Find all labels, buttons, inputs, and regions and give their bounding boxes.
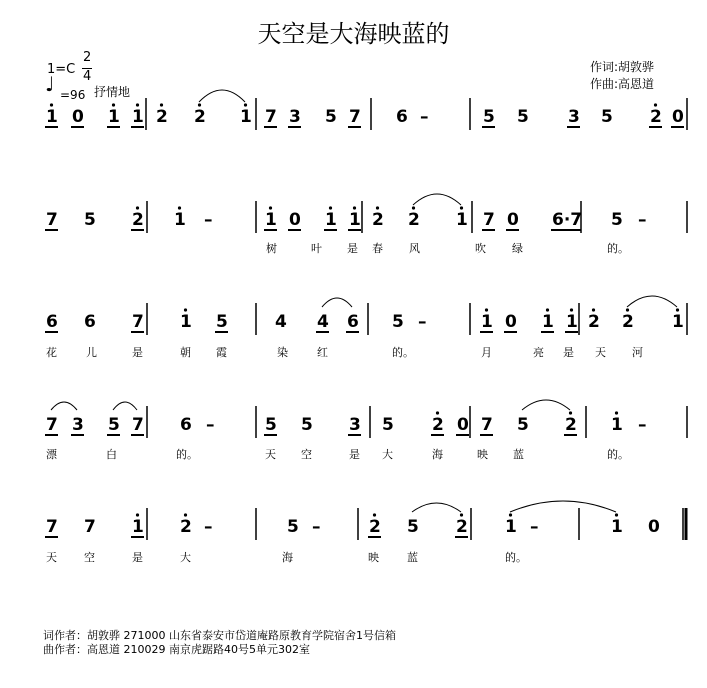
dash-note: – <box>638 210 647 230</box>
lyric-syllable: 月 <box>481 346 492 359</box>
octave-dot <box>615 411 618 414</box>
note: 7 <box>483 210 495 230</box>
octave-dot <box>160 103 163 106</box>
octave-dot <box>184 513 187 516</box>
note: 1 <box>672 312 684 332</box>
octave-dot <box>509 513 512 516</box>
slur-tie <box>412 503 461 512</box>
note: 5 <box>517 415 529 435</box>
note: 0 <box>507 210 519 230</box>
slur-tie <box>199 90 245 102</box>
slur-tie <box>510 501 616 512</box>
note: 6 <box>84 312 96 332</box>
key-signature: 1=C <box>47 62 76 77</box>
lyric-syllable: 树 <box>266 242 277 255</box>
dash-note: – <box>312 517 321 537</box>
slur-tie <box>51 402 77 410</box>
lyric-syllable: 花 <box>46 346 57 359</box>
note: 7 <box>46 415 58 435</box>
octave-dot <box>112 103 115 106</box>
lyric-syllable: 是 <box>132 551 143 564</box>
lyricist-credit: 作词:胡敦骅 <box>590 60 655 74</box>
octave-dot <box>460 206 463 209</box>
lyric-syllable: 天 <box>46 551 57 564</box>
note: 5 <box>301 415 313 435</box>
lyric-syllable: 染 <box>277 346 288 359</box>
note: 2 <box>180 517 192 537</box>
lyric-syllable: 亮 <box>533 346 544 359</box>
octave-dot <box>136 513 139 516</box>
octave-dot <box>184 308 187 311</box>
lyric-syllable: 绿 <box>512 242 523 255</box>
note: 6 <box>46 312 58 332</box>
note: 3 <box>72 415 84 435</box>
lyric-syllable: 空 <box>84 551 95 564</box>
lyric-syllable: 红 <box>317 346 328 359</box>
note: 2 <box>588 312 600 332</box>
note: 1 <box>566 312 578 332</box>
lyric-syllable: 是 <box>347 242 358 255</box>
note: 5 <box>84 210 96 230</box>
note: 0 <box>505 312 517 332</box>
note: 1 <box>481 312 493 332</box>
note: 3 <box>568 107 580 127</box>
note: 0 <box>72 107 84 127</box>
note: 1 <box>46 107 58 127</box>
note: 1 <box>456 210 468 230</box>
octave-dot <box>178 206 181 209</box>
note: 4 <box>317 312 329 332</box>
footer-composer-address: 曲作者：高恩道 210029 南京虎踞路40号5单元302室 <box>43 643 310 656</box>
dash-note: – <box>206 415 215 435</box>
note: 6·7 <box>552 210 583 230</box>
note: 5 <box>265 415 277 435</box>
octave-dot <box>376 206 379 209</box>
dash-note: – <box>530 517 539 537</box>
note: 5 <box>407 517 419 537</box>
octave-dot <box>136 206 139 209</box>
octave-dot <box>676 308 679 311</box>
lyric-syllable: 是 <box>132 346 143 359</box>
lyric-syllable: 天 <box>595 346 606 359</box>
note: 1 <box>180 312 192 332</box>
note: 7 <box>132 415 144 435</box>
note: 0 <box>672 107 684 127</box>
note: 7 <box>132 312 144 332</box>
composer-credit: 作曲:高恩道 <box>590 77 655 91</box>
note: 1 <box>505 517 517 537</box>
dash-note: – <box>204 517 213 537</box>
note: 5 <box>382 415 394 435</box>
lyric-syllable: 海 <box>282 551 293 564</box>
note: 7 <box>84 517 96 537</box>
note: 3 <box>289 107 301 127</box>
slur-tie <box>322 298 352 307</box>
note: 6 <box>347 312 359 332</box>
octave-dot <box>50 103 53 106</box>
octave-dot <box>570 308 573 311</box>
note: 2 <box>622 312 634 332</box>
lyric-syllable: 是 <box>563 346 574 359</box>
note: 1 <box>132 517 144 537</box>
note: 5 <box>392 312 404 332</box>
note: 1 <box>240 107 252 127</box>
expression-mark: 抒情地 <box>94 85 131 99</box>
note: 5 <box>216 312 228 332</box>
note: 0 <box>457 415 469 435</box>
note: 1 <box>174 210 186 230</box>
lyric-syllable: 的。 <box>607 242 629 255</box>
note: 3 <box>349 415 361 435</box>
dash-note: – <box>418 312 427 332</box>
time-signature-top: 2 <box>83 50 92 65</box>
note: 5 <box>601 107 613 127</box>
lyric-syllable: 朝 <box>180 346 191 359</box>
lyric-syllable: 漂 <box>46 448 57 461</box>
octave-dot <box>626 308 629 311</box>
lyric-syllable: 霞 <box>216 346 227 359</box>
lyric-syllable: 映 <box>477 448 488 461</box>
note: 1 <box>349 210 361 230</box>
note: 5 <box>483 107 495 127</box>
lyric-syllable: 的。 <box>176 448 198 461</box>
lyric-syllable: 大 <box>382 448 393 461</box>
note: 4 <box>275 312 287 332</box>
note: 1 <box>611 415 623 435</box>
octave-dot <box>592 308 595 311</box>
octave-dot <box>353 206 356 209</box>
note: 1 <box>108 107 120 127</box>
octave-dot <box>198 103 201 106</box>
dash-note: – <box>420 107 429 127</box>
slur-tie <box>522 400 570 410</box>
note: 5 <box>287 517 299 537</box>
note: 2 <box>156 107 168 127</box>
lyric-syllable: 空 <box>301 448 312 461</box>
lyric-syllable: 蓝 <box>407 551 418 564</box>
lyric-syllable: 叶 <box>311 242 322 255</box>
note: 6 <box>180 415 192 435</box>
lyric-syllable: 白 <box>106 448 117 461</box>
octave-dot <box>269 206 272 209</box>
note: 2 <box>194 107 206 127</box>
lyric-syllable: 映 <box>368 551 379 564</box>
lyric-syllable: 是 <box>349 448 360 461</box>
lyric-syllable: 春 <box>372 242 383 255</box>
slur-tie <box>113 402 137 410</box>
note: 5 <box>517 107 529 127</box>
note: 2 <box>432 415 444 435</box>
note: 2 <box>132 210 144 230</box>
dash-note: – <box>204 210 213 230</box>
quarter-note-icon: ♩ <box>45 72 55 96</box>
note: 1 <box>132 107 144 127</box>
lyric-syllable: 儿 <box>86 346 97 359</box>
octave-dot <box>373 513 376 516</box>
octave-dot <box>244 103 247 106</box>
note: 2 <box>408 210 420 230</box>
lyric-syllable: 的。 <box>505 551 527 564</box>
octave-dot <box>329 206 332 209</box>
note: 7 <box>349 107 361 127</box>
lyric-syllable: 的。 <box>392 346 414 359</box>
lyric-syllable: 风 <box>409 242 420 255</box>
note: 2 <box>456 517 468 537</box>
lyric-syllable: 天 <box>265 448 276 461</box>
octave-dot <box>546 308 549 311</box>
note: 7 <box>481 415 493 435</box>
octave-dot <box>460 513 463 516</box>
note: 2 <box>372 210 384 230</box>
slur-tie <box>413 194 461 205</box>
note: 6 <box>396 107 408 127</box>
note: 0 <box>289 210 301 230</box>
octave-dot <box>569 411 572 414</box>
slur-tie <box>627 296 677 307</box>
note: 7 <box>46 210 58 230</box>
octave-dot <box>615 513 618 516</box>
octave-dot <box>485 308 488 311</box>
note: 0 <box>648 517 660 537</box>
octave-dot <box>436 411 439 414</box>
lyric-syllable: 海 <box>432 448 443 461</box>
note: 5 <box>611 210 623 230</box>
lyric-syllable: 河 <box>632 346 643 359</box>
footer-lyricist-address: 词作者：胡敦骅 271000 山东省泰安市岱道庵路原教育学院宿舍1号信箱 <box>43 629 396 642</box>
lyric-syllable: 大 <box>180 551 191 564</box>
octave-dot <box>136 103 139 106</box>
note: 2 <box>565 415 577 435</box>
note: 1 <box>542 312 554 332</box>
note: 1 <box>265 210 277 230</box>
time-signature-bottom: 4 <box>83 69 92 84</box>
octave-dot <box>654 103 657 106</box>
note: 1 <box>611 517 623 537</box>
tempo-mark: =96 <box>60 88 86 102</box>
lyric-syllable: 的。 <box>607 448 629 461</box>
dash-note: – <box>638 415 647 435</box>
note: 7 <box>265 107 277 127</box>
lyric-syllable: 蓝 <box>513 448 524 461</box>
lyric-syllable: 吹 <box>475 242 486 255</box>
octave-dot <box>412 206 415 209</box>
note: 1 <box>325 210 337 230</box>
note: 5 <box>325 107 337 127</box>
song-title: 天空是大海映蓝的 <box>257 20 450 48</box>
note: 2 <box>369 517 381 537</box>
note: 2 <box>650 107 662 127</box>
note: 7 <box>46 517 58 537</box>
note: 5 <box>108 415 120 435</box>
